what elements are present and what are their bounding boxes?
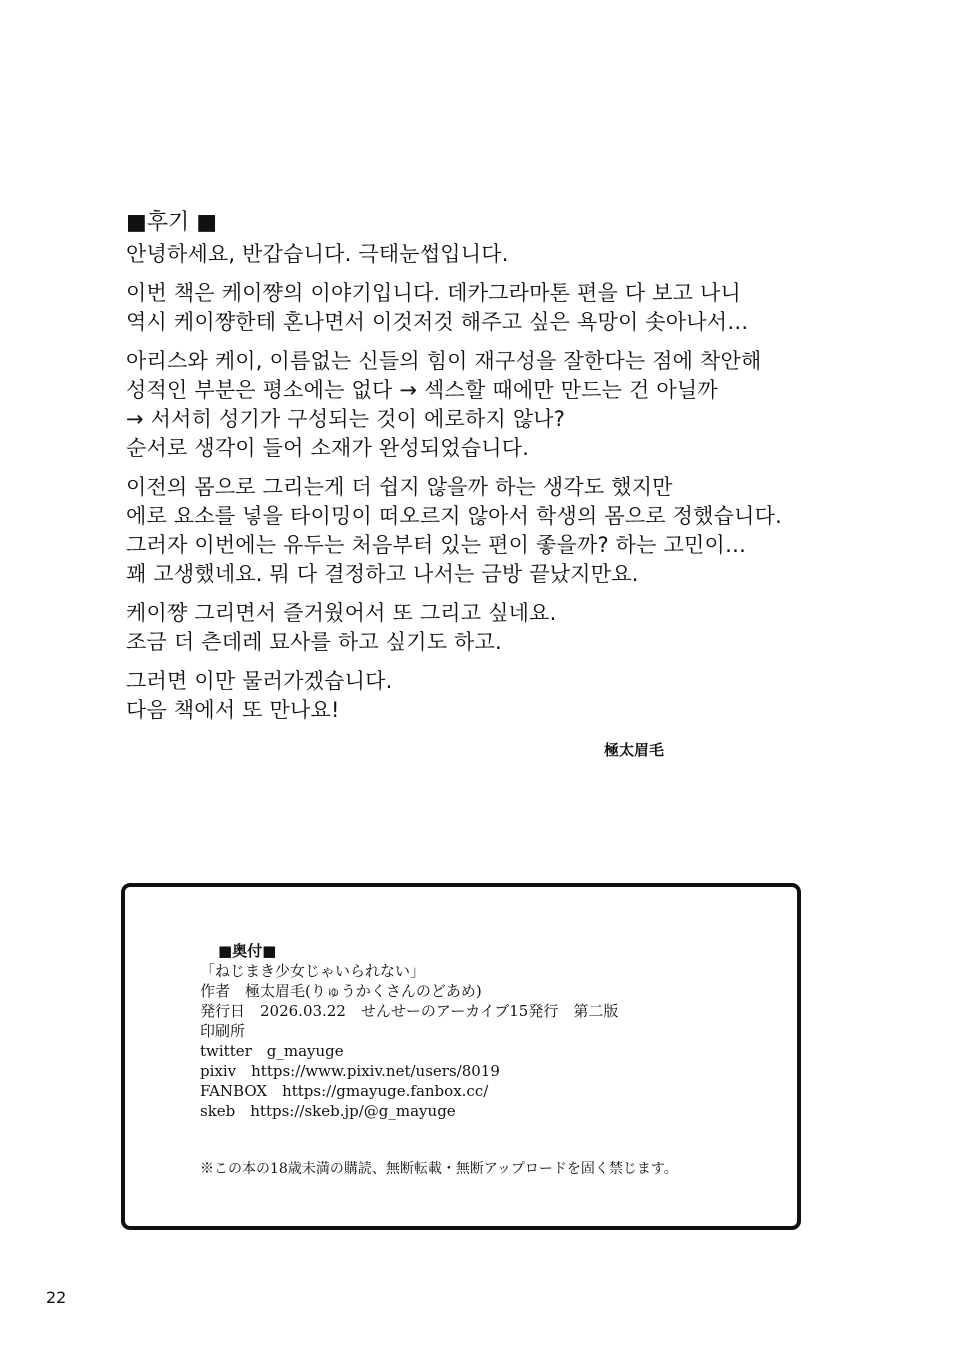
afterword-line: 이번 책은 케이쨩의 이야기입니다. 데카그라마톤 편을 다 보고 나니 [126, 281, 741, 305]
afterword-line: 에로 요소를 넣을 타이밍이 떠오르지 않아서 학생의 몸으로 정했습니다. [126, 504, 782, 528]
colophon-skeb: skeb https://skeb.jp/@g_mayuge [200, 1102, 456, 1120]
page-number: 22 [46, 1288, 67, 1307]
afterword-section [126, 208, 866, 735]
colophon-published: 発行日 2026.03.22 せんせーのアーカイブ15発行 第二版 [200, 1002, 619, 1020]
afterword-line: 성적인 부분은 평소에는 없다 → 섹스할 때에만 만드는 건 아닐까 [126, 378, 718, 402]
author-signature: 極太眉毛 [604, 741, 665, 759]
colophon-notice: ※この本の18歳未満の購読、無断転載・無断アップロードを固く禁じます。 [200, 1161, 678, 1177]
afterword-paragraph [126, 473, 866, 589]
colophon-heading: ■奥付■ [218, 942, 277, 960]
afterword-line: → 서서히 성기가 구성되는 것이 에로하지 않나? [126, 407, 566, 431]
afterword-line: 다음 책에서 또 만나요! [126, 698, 340, 722]
afterword-line: 아리스와 케이, 이름없는 신들의 힘이 재구성을 잘한다는 점에 착안해 [126, 349, 762, 373]
afterword-paragraph [126, 240, 866, 269]
afterword-line: 꽤 고생했네요. 뭐 다 결정하고 나서는 금방 끝났지만요. [126, 562, 639, 586]
colophon-twitter: twitter g_mayuge [200, 1042, 344, 1060]
afterword-line: 그러면 이만 물러가겠습니다. [126, 669, 393, 693]
afterword-paragraph [126, 347, 866, 463]
afterword-line: 순서로 생각이 들어 소재가 완성되었습니다. [126, 436, 530, 460]
afterword-paragraph [126, 667, 866, 725]
colophon-pixiv: pixiv https://www.pixiv.net/users/8019 [200, 1062, 500, 1080]
colophon-fanbox: FANBOX https://gmayuge.fanbox.cc/ [200, 1082, 489, 1100]
afterword-line: 안녕하세요, 반갑습니다. 극태눈썹입니다. [126, 242, 509, 266]
colophon-text [200, 941, 618, 1121]
afterword-paragraph [126, 599, 866, 657]
colophon-printer: 印刷所 [200, 1022, 246, 1040]
colophon-title: 「ねじまき少女じゃいられない」 [200, 962, 426, 980]
colophon-box [121, 883, 801, 1230]
afterword-line: 이전의 몸으로 그리는게 더 쉽지 않을까 하는 생각도 했지만 [126, 475, 673, 499]
afterword-paragraph [126, 279, 866, 337]
afterword-heading: ■후기 ■ [126, 210, 218, 235]
afterword-line: 역시 케이쨩한테 혼나면서 이것저것 해주고 싶은 욕망이 솟아나서… [126, 310, 749, 334]
afterword-line: 그러자 이번에는 유두는 처음부터 있는 편이 좋을까? 하는 고민이… [126, 533, 747, 557]
colophon-author: 作者 極太眉毛(りゅうかくさんのどあめ) [200, 982, 482, 1000]
afterword-line: 조금 더 츤데레 묘사를 하고 싶기도 하고. [126, 630, 502, 654]
afterword-line: 케이쨩 그리면서 즐거웠어서 또 그리고 싶네요. [126, 601, 557, 625]
